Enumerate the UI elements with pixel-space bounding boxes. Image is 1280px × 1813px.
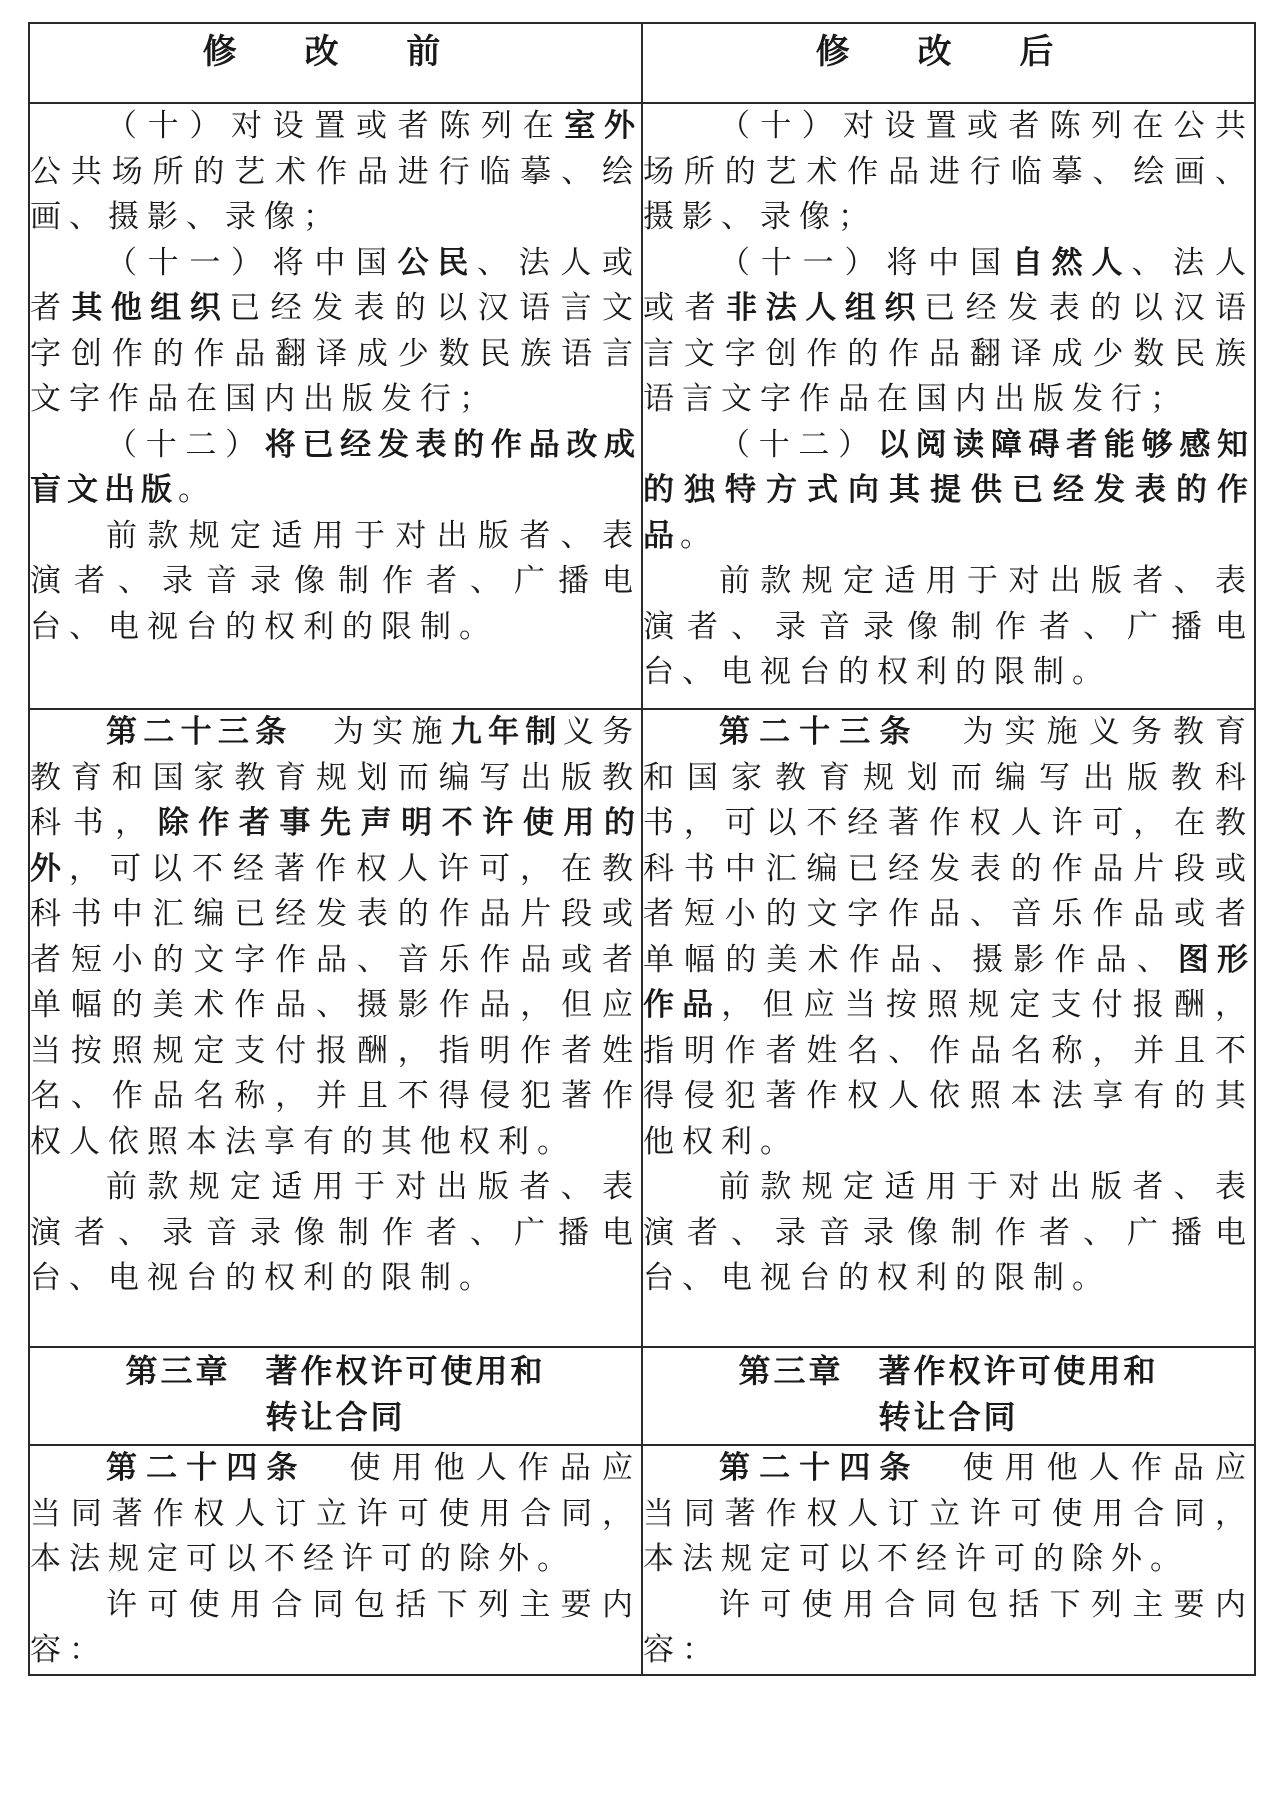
bold-text-run: 室外 bbox=[564, 108, 642, 144]
text-run: （十二） bbox=[719, 426, 878, 463]
chapter-row bbox=[29, 1347, 1255, 1445]
bold-text-run: 将已经发表的作品改成盲文出版 bbox=[30, 426, 642, 508]
paragraph bbox=[30, 241, 641, 423]
bold-text-run: 其他组织 bbox=[71, 290, 230, 326]
cell-before bbox=[29, 709, 642, 1347]
text-run: 公共场所的艺术作品进行临摹、绘画、摄影、录像； bbox=[30, 153, 641, 235]
text-run: 前款规定适用于对出版者、表演者、录音录像制作者、广播电台、电视台的权利的限制。 bbox=[30, 1169, 641, 1296]
bold-text-run: 非法人组织 bbox=[726, 290, 925, 326]
paragraph bbox=[30, 1165, 641, 1302]
text-run: 前款规定适用于对出版者、表演者、录音录像制作者、广播电台、电视台的权利的限制。 bbox=[643, 1169, 1254, 1296]
text-run: 前款规定适用于对出版者、表演者、录音录像制作者、广播电台、电视台的权利的限制。 bbox=[30, 517, 641, 645]
cell-after bbox=[642, 1445, 1255, 1675]
comparison-document bbox=[28, 22, 1254, 1676]
bold-text-run: 公民 bbox=[397, 244, 478, 281]
paragraph bbox=[643, 710, 1254, 1165]
text-run: （十二） bbox=[106, 426, 265, 463]
text-run: （十一）将中国 bbox=[719, 244, 1012, 281]
bold-text-run: 以阅读障碍者能够感知的独特方式向其提供已经发表的作品 bbox=[643, 426, 1255, 554]
bold-text-run: 除作者事先声明不许使用的外 bbox=[30, 805, 642, 887]
paragraph bbox=[643, 423, 1254, 560]
text-run: 为实施义务教育和国家教育规划而编写出版教科书，可以不经著作权人许可，在教科书中汇编已经发表的作品片段或者短小的文字作品、音乐作品或者单幅的美术作品、摄影作品、 bbox=[643, 714, 1255, 978]
bold-text-run: 九年制 bbox=[450, 714, 563, 750]
paragraph bbox=[643, 104, 1254, 241]
text-run: （十）对设置或者陈列在 bbox=[106, 108, 565, 144]
cell-before bbox=[29, 103, 642, 709]
text-run: ，可以不经著作权人许可，在教科书中汇编已经发表的作品片段或者短小的文字作品、音乐作品或者单幅的美术作品、摄影作品，但应当按照规定支付报酬，指明作者姓名、作品名称，并且不得侵犯著作权人依照本法享有的其他权利。 bbox=[30, 850, 641, 1160]
chapter-heading-after bbox=[642, 1347, 1255, 1445]
paragraph bbox=[30, 104, 641, 241]
text-run: 许可使用合同包括下列主要内容： bbox=[30, 1586, 641, 1668]
text-run: 前款规定适用于对出版者、表演者、录音录像制作者、广播电台、电视台的权利的限制。 bbox=[643, 563, 1254, 690]
text-run: 已经发表的以汉语言文字创作的作品翻译成少数民族语言文字作品在国内出版发行； bbox=[643, 290, 1255, 417]
text-run: 、法人或者 bbox=[643, 244, 1255, 326]
bold-text-run: 第二十三条 bbox=[719, 714, 920, 750]
bold-text-run: 第二十四条 bbox=[106, 1450, 307, 1486]
chapter-title-line: 转让合同 bbox=[265, 1398, 406, 1436]
bold-text-run: 自然人 bbox=[1011, 244, 1132, 281]
paragraph bbox=[30, 1446, 641, 1583]
table-row bbox=[29, 103, 1255, 709]
bold-text-run: 图形作品 bbox=[643, 941, 1255, 1023]
paragraph bbox=[643, 1165, 1254, 1302]
table-row bbox=[29, 1445, 1255, 1675]
header-after: 修 改 后 bbox=[642, 23, 1255, 103]
header-before: 修 改 前 bbox=[29, 23, 642, 103]
text-run: 。 bbox=[178, 472, 217, 508]
text-run: 。 bbox=[680, 517, 719, 554]
text-run: 为实施 bbox=[332, 714, 451, 750]
paragraph bbox=[30, 514, 641, 651]
text-run: 使用他人作品应当同著作权人订立许可使用合同，本法规定可以不经许可的除外。 bbox=[30, 1450, 642, 1577]
paragraph bbox=[643, 1446, 1254, 1583]
cell-after bbox=[642, 709, 1255, 1347]
cell-before bbox=[29, 1445, 642, 1675]
paragraph bbox=[30, 423, 641, 514]
text-run: 许可使用合同包括下列主要内容： bbox=[643, 1586, 1254, 1668]
table-row bbox=[29, 709, 1255, 1347]
text-run: 、法人或者 bbox=[30, 244, 642, 326]
paragraph bbox=[643, 1583, 1254, 1674]
text-run: 使用他人作品应当同著作权人订立许可使用合同，本法规定可以不经许可的除外。 bbox=[643, 1450, 1255, 1577]
header-row bbox=[29, 23, 1255, 103]
paragraph bbox=[30, 1583, 641, 1674]
paragraph bbox=[30, 710, 641, 1165]
chapter-title-line: 第三章 著作权许可使用和 bbox=[738, 1352, 1159, 1390]
cell-after bbox=[642, 103, 1255, 709]
paragraph bbox=[643, 241, 1254, 423]
paragraph bbox=[643, 559, 1254, 696]
text-run: 已经发表的以汉语言文字创作的作品翻译成少数民族语言文字作品在国内出版发行； bbox=[30, 290, 642, 417]
comparison-table bbox=[28, 22, 1256, 1676]
chapter-title-line: 转让合同 bbox=[878, 1398, 1019, 1436]
text-run: ，但应当按照规定支付报酬，指明作者姓名、作品名称，并且不得侵犯著作权人依照本法享有的其他权利。 bbox=[643, 987, 1255, 1160]
text-run: （十）对设置或者陈列在公共场所的艺术作品进行临摹、绘画、摄影、录像； bbox=[643, 108, 1254, 235]
chapter-heading-before bbox=[29, 1347, 642, 1445]
bold-text-run: 第二十四条 bbox=[719, 1450, 920, 1486]
text-run: （十一）将中国 bbox=[106, 244, 398, 281]
bold-text-run: 第二十三条 bbox=[106, 714, 293, 750]
text-run: 义务教育和国家教育规划而编写出版教科书， bbox=[30, 714, 642, 841]
chapter-title-line: 第三章 著作权许可使用和 bbox=[125, 1352, 546, 1390]
